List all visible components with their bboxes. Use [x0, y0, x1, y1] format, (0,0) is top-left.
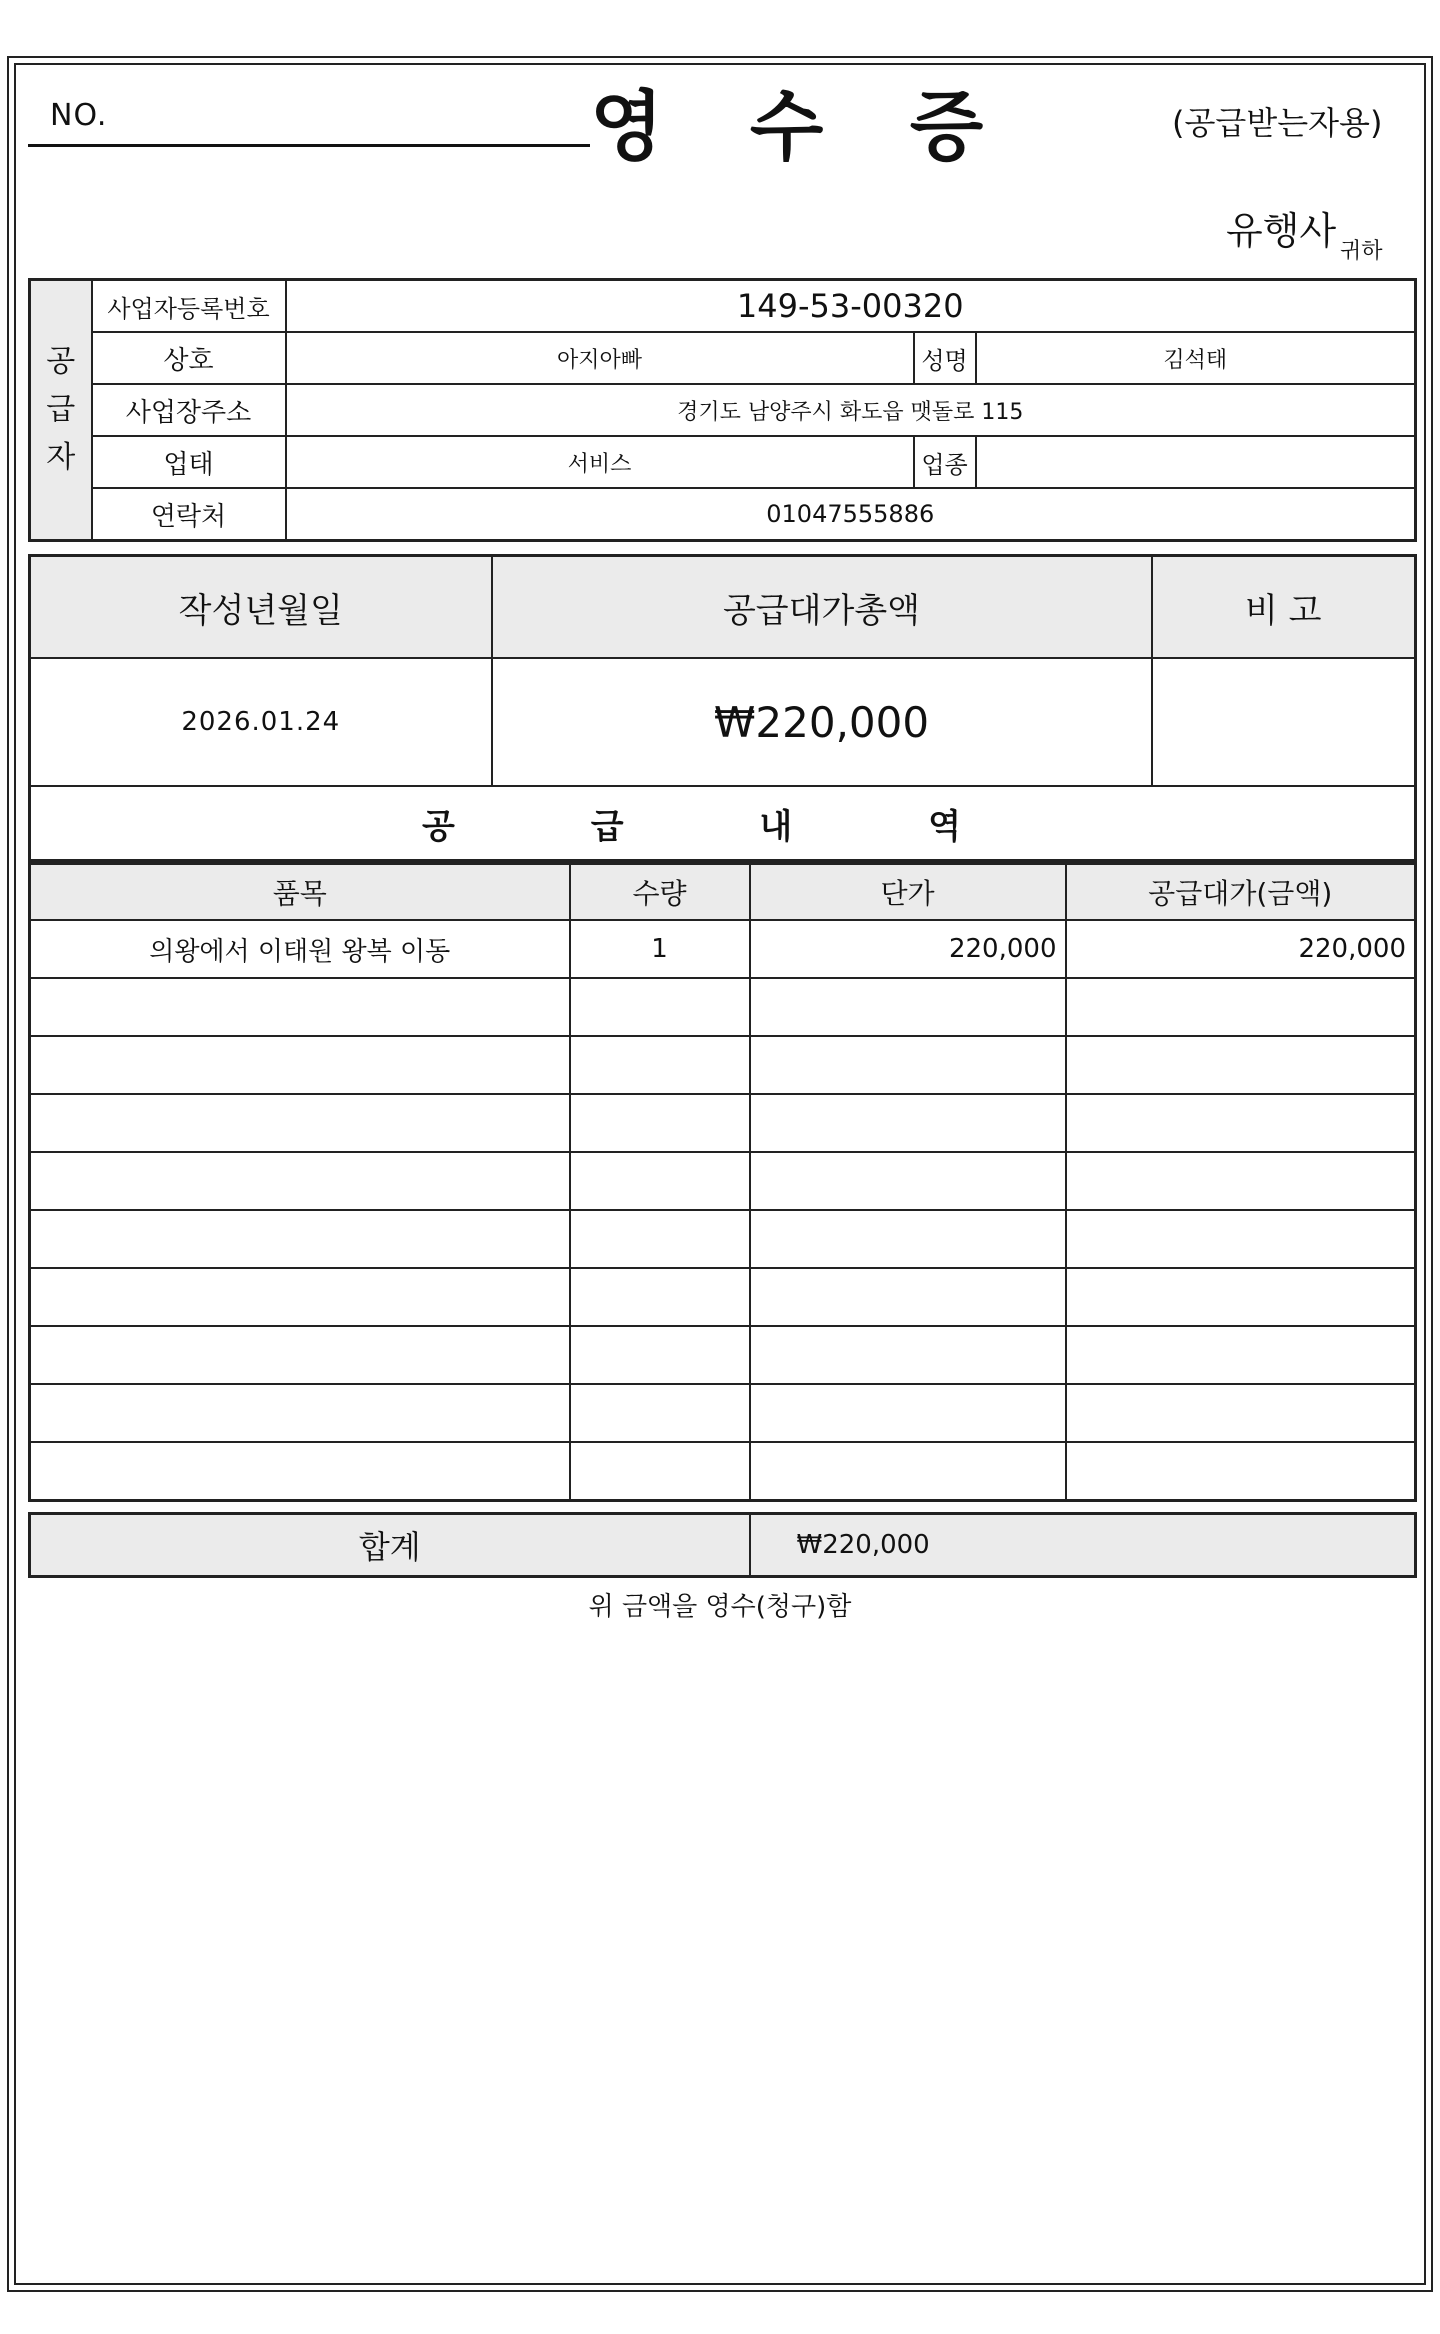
name-label: 성명 — [914, 332, 976, 384]
amount-cell — [1066, 1442, 1416, 1501]
reg-no-label: 사업자등록번호 — [92, 280, 286, 333]
biz-item-value — [976, 436, 1416, 488]
side-char-2: 급 — [46, 392, 76, 427]
quantity-cell — [570, 1152, 750, 1210]
unit-price-cell — [750, 1268, 1066, 1326]
unit-price-cell — [750, 978, 1066, 1036]
sum-table — [28, 1512, 1417, 1578]
quantity-cell — [570, 1384, 750, 1442]
name-value: 김석태 — [976, 332, 1416, 384]
quantity-cell — [570, 1326, 750, 1384]
company-label: 상호 — [92, 332, 286, 384]
sum-value: ₩220,000 — [750, 1514, 1416, 1577]
note-value — [1152, 658, 1416, 786]
unit-price-cell — [750, 1210, 1066, 1268]
date-value: 2026.01.24 — [30, 658, 492, 786]
item-cell — [30, 1094, 570, 1152]
amount-cell — [1066, 978, 1416, 1036]
company-value: 아지아빠 — [286, 332, 914, 384]
item-cell — [30, 1326, 570, 1384]
address-label: 사업장주소 — [92, 384, 286, 436]
supplier-table — [28, 278, 1417, 542]
quantity-cell: 1 — [570, 920, 750, 978]
amount-header: 공급대가(금액) — [1066, 864, 1416, 921]
amount-cell — [1066, 1268, 1416, 1326]
quantity-cell — [570, 1268, 750, 1326]
document-title: 영 수 증 — [590, 82, 1014, 171]
note-header: 비 고 — [1152, 556, 1416, 659]
item-cell: 의왕에서 이태원 왕복 이동 — [30, 920, 570, 978]
total-value: ₩220,000 — [492, 658, 1152, 786]
unit-price-cell — [750, 1442, 1066, 1501]
items-table — [28, 862, 1417, 1502]
table-row — [30, 1268, 1416, 1326]
table-row — [30, 920, 1416, 978]
item-cell — [30, 1384, 570, 1442]
amount-cell — [1066, 1094, 1416, 1152]
summary-table — [28, 554, 1417, 862]
unit-price-cell — [750, 1384, 1066, 1442]
table-row — [30, 1036, 1416, 1094]
amount-cell — [1066, 1326, 1416, 1384]
honorific: 귀하 — [1340, 239, 1383, 264]
biz-type-label: 업태 — [92, 436, 286, 488]
number-line — [28, 144, 590, 147]
table-row — [30, 978, 1416, 1036]
amount-cell: 220,000 — [1066, 920, 1416, 978]
contact-label: 연락처 — [92, 488, 286, 541]
quantity-cell — [570, 1210, 750, 1268]
unit-price-cell — [750, 1094, 1066, 1152]
table-row — [30, 1210, 1416, 1268]
supplier-side-label — [30, 280, 92, 541]
recipient-name: 유행사 — [1226, 209, 1337, 253]
date-header: 작성년월일 — [30, 556, 492, 659]
item-cell — [30, 1210, 570, 1268]
table-row — [30, 1094, 1416, 1152]
unit-price-cell — [750, 1036, 1066, 1094]
total-header: 공급대가총액 — [492, 556, 1152, 659]
item-header: 품목 — [30, 864, 570, 921]
side-char-3: 자 — [46, 440, 76, 475]
side-char-1: 공 — [46, 344, 76, 379]
table-row — [30, 1384, 1416, 1442]
unit-price-header: 단가 — [750, 864, 1066, 921]
item-cell — [30, 1152, 570, 1210]
item-cell — [30, 1442, 570, 1501]
item-cell — [30, 1268, 570, 1326]
unit-price-cell — [750, 1326, 1066, 1384]
reg-no-value: 149-53-00320 — [286, 280, 1416, 333]
copy-type-label: (공급받는자용) — [1172, 104, 1383, 142]
item-cell — [30, 978, 570, 1036]
details-section-title: 공 급 내 역 — [30, 786, 1416, 861]
quantity-cell — [570, 1442, 750, 1501]
quantity-cell — [570, 1094, 750, 1152]
table-row — [30, 1326, 1416, 1384]
sum-label: 합계 — [30, 1514, 750, 1577]
amount-cell — [1066, 1384, 1416, 1442]
contact-value: 01047555886 — [286, 488, 1416, 541]
quantity-cell — [570, 1036, 750, 1094]
biz-item-label: 업종 — [914, 436, 976, 488]
amount-cell — [1066, 1210, 1416, 1268]
amount-cell — [1066, 1036, 1416, 1094]
item-cell — [30, 1036, 570, 1094]
receipt-statement: 위 금액을 영수(청구)함 — [588, 1592, 852, 1622]
unit-price-cell — [750, 1152, 1066, 1210]
unit-price-cell: 220,000 — [750, 920, 1066, 978]
biz-type-value: 서비스 — [286, 436, 914, 488]
quantity-cell — [570, 978, 750, 1036]
address-value: 경기도 남양주시 화도읍 맷돌로 115 — [286, 384, 1416, 436]
amount-cell — [1066, 1152, 1416, 1210]
table-row — [30, 1442, 1416, 1501]
table-row — [30, 1152, 1416, 1210]
number-label: NO. — [50, 98, 108, 133]
quantity-header: 수량 — [570, 864, 750, 921]
